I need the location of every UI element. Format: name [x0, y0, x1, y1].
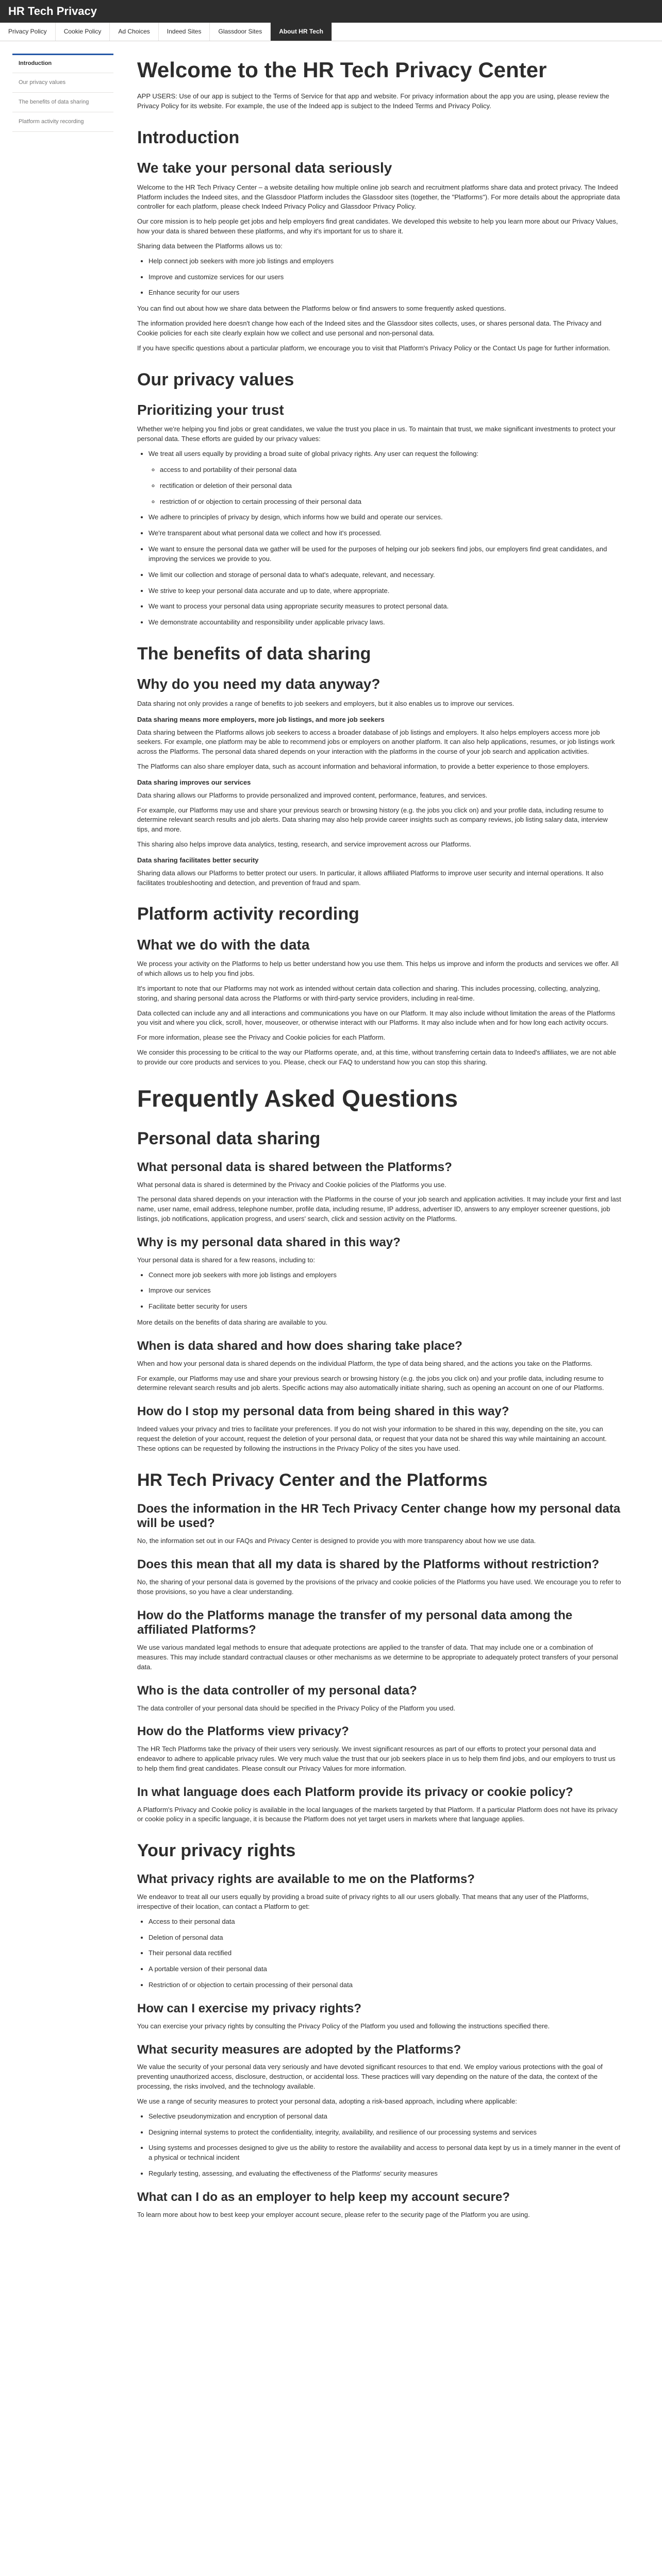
faq-platforms-heading: HR Tech Privacy Center and the Platforms	[137, 1470, 488, 1490]
faq-sharing-heading: Personal data sharing	[137, 1128, 321, 1148]
paragraph: The personal data shared depends on your interaction with the Platforms in the course of your job search and application activities. It may include your first and last name, user name, email address, telephone number, profile data, including resume, IP address, advertiser ID, answers to any employer screener questions, job listings, job notifications, application progress, and users' search, click and session activity on the Platforms.	[137, 1195, 621, 1223]
tab-indeed-sites[interactable]: Indeed Sites	[159, 23, 210, 41]
tab-about-hr-tech[interactable]: About HR Tech	[271, 23, 332, 41]
list-item: • Deletion of personal data	[148, 1933, 622, 1943]
sidebar-item-activity-recording[interactable]: Platform activity recording	[12, 112, 113, 132]
paragraph: To learn more about how to best keep your employer account secure, please refer to the security page of the Platform you are using.	[137, 2210, 530, 2218]
app-users-note: APP USERS: Use of our app is subject to the Terms of Service for that app and website. For privacy information about the app you are using, please review the Privacy Policy for its website. For example, the use of the Indeed app is subject to the Indeed Terms and Privacy Policy.	[137, 92, 609, 110]
paragraph: Your personal data is shared for a few reasons, including to:	[137, 1256, 315, 1264]
paragraph: Whether we're helping you find jobs or great candidates, we value the trust you place in us. To maintain that trust, we make significant investments to protect your personal data. These efforts are guided by our privacy values:	[137, 425, 616, 443]
faq-question: What security measures are adopted by the Platforms?	[137, 2042, 461, 2057]
tab-ad-choices[interactable]: Ad Choices	[110, 23, 158, 41]
faq-question: When is data shared and how does sharing take place?	[137, 1338, 462, 1353]
list-item: • Improve and customize services for our users	[148, 273, 622, 282]
sidebar-item-introduction[interactable]: Introduction	[12, 54, 113, 73]
list-item: • We want to ensure the personal data we gather will be used for the purposes of helping our job seekers find jobs, our employers find great candidates, and improving the services we provide to you.	[148, 545, 622, 564]
introduction-heading: Introduction	[137, 127, 240, 147]
faq-question: Who is the data controller of my personal data?	[137, 1683, 417, 1698]
list-item: • Access to their personal data	[148, 1917, 622, 1927]
list-item: • Their personal data rectified	[148, 1948, 622, 1958]
paragraph: We use a range of security measures to protect your personal data, adopting a risk-based approach, including where applicable:	[137, 2097, 517, 2105]
paragraph: It's important to note that our Platforms may not work as intended without certain data collection and sharing. This includes processing, collecting, analyzing, storing, and sharing personal data across the Platforms or with third-party service providers, including in real-time.	[137, 984, 600, 1002]
section-label: Data sharing improves our services	[137, 778, 251, 786]
paragraph: What personal data is shared is determined by the Privacy and Cookie policies of the Platforms you use.	[137, 1180, 446, 1189]
list-item: • Help connect job seekers with more job listings and employers	[148, 257, 622, 266]
paragraph: No, the information set out in our FAQs and Privacy Center is designed to provide you with more transparency about how we use data.	[137, 1537, 536, 1545]
faq-question: Does this mean that all my data is shared by the Platforms without restriction?	[137, 1557, 600, 1572]
paragraph: When and how your personal data is shared depends on the individual Platform, the type of data being shared, and the actions you take on the Platforms.	[137, 1359, 593, 1367]
app-title: HR Tech Privacy	[8, 5, 97, 18]
section-label: Data sharing means more employers, more job listings, and more job seekers	[137, 715, 385, 723]
list-item: • Connect more job seekers with more job listings and employers	[148, 1270, 622, 1280]
paragraph: We value the security of your personal data very seriously and have devoted significant resources to that end. We employ various protections with the goal of preventing unauthorized access, disclosure, destruction, or accidental loss. These practices will vary depending on the nature of the data, the context of the processing, the risks involved, and the technology available.	[137, 2063, 603, 2091]
list-item: • We treat all users equally by providing a broad suite of global privacy rights. Any user can request the following:	[148, 449, 622, 459]
benefits-list	[148, 257, 622, 298]
list-item: ◦ rectification or deletion of their personal data	[160, 481, 622, 491]
list-item: • Regularly testing, assessing, and evaluating the effectiveness of the Platforms' security measures	[148, 2169, 622, 2179]
reasons-list	[148, 1270, 622, 1312]
paragraph: You can exercise your privacy rights by consulting the Privacy Policy of the Platform you used and following the instructions specified there.	[137, 2022, 550, 2030]
list-item: • Improve our services	[148, 1286, 622, 1296]
list-item: • Using systems and processes designed to give us the ability to restore the availability and access to personal data kept by us in a timely manner in the event of a physical or technical incident	[148, 2143, 622, 2163]
paragraph: For example, our Platforms may use and share your previous search or browsing history (e.g. the jobs you click on) and your profile data, including resume to determine relevant search results and job alerts. Data sharing may also help provide career insights such as company reviews, job listing salary data, interview tips, and more.	[137, 806, 608, 834]
faq-question: In what language does each Platform provide its privacy or cookie policy?	[137, 1785, 573, 1799]
faq-question: What privacy rights are available to me on the Platforms?	[137, 1872, 475, 1887]
benefits-subheading: Why do you need my data anyway?	[137, 676, 380, 692]
values-heading: Our privacy values	[137, 369, 294, 389]
rights-sublist	[160, 465, 622, 507]
tab-glassdoor-sites[interactable]: Glassdoor Sites	[210, 23, 271, 41]
paragraph: The HR Tech Platforms take the privacy of their users very seriously. We invest significant resources as part of our efforts to protect your personal data and endeavor to adhere to applicable privacy rules. We very much value the trust that our job seekers place in us to help them find jobs, and our employers to trust us to help them find great candidates. Please consult our Privacy Values for more information.	[137, 1745, 616, 1772]
faq-question: Does the information in the HR Tech Privacy Center change how my personal data will be used?	[137, 1501, 621, 1531]
list-item: • We're transparent about what personal data we collect and how it's processed.	[148, 529, 622, 538]
faq-question: What personal data is shared between the Platforms?	[137, 1160, 452, 1174]
paragraph: You can find out about how we share data between the Platforms below or find answers to some frequently asked questions.	[137, 304, 506, 313]
paragraph: A Platform's Privacy and Cookie policy is available in the local languages of the markets targeted by that Platform. If a particular Platform does not have its privacy or cookie policy in a specific language, it is because the Platform does not yet target users in markets where that language applies.	[137, 1805, 618, 1823]
paragraph: We endeavor to treat all our users equally by providing a broad suite of privacy rights to all our users globally. That means that any user of the Platforms, irrespective of their location, can contact a Platform to get:	[137, 1893, 589, 1910]
paragraph: Welcome to the HR Tech Privacy Center – a website detailing how multiple online job search and recruitment platforms share data and protect privacy. The Indeed Platform includes the Indeed sites, and the Glassdoor Platform includes the Glassdoor sites (together, the "Platforms"). For more details about the appropriate data controller for each platform, please check Indeed Privacy Policy and Glassdoor Privacy Policy.	[137, 183, 620, 211]
list-item: • We limit our collection and storage of personal data to what's adequate, relevant, and necessary.	[148, 570, 622, 580]
list-item: • Selective pseudonymization and encryption of personal data	[148, 2112, 622, 2122]
tab-cookie-policy[interactable]: Cookie Policy	[56, 23, 110, 41]
top-bar	[0, 0, 662, 23]
values-subheading: Prioritizing your trust	[137, 401, 284, 418]
sidebar-item-privacy-values[interactable]: Our privacy values	[12, 73, 113, 93]
rights-list	[148, 1917, 622, 1990]
faq-title: Frequently Asked Questions	[137, 1084, 458, 1112]
introduction-subheading: We take your personal data seriously	[137, 160, 392, 176]
page-layout	[0, 41, 662, 2225]
list-item: • A portable version of their personal data	[148, 1964, 622, 1974]
faq-question: Why is my personal data shared in this way?	[137, 1235, 401, 1249]
faq-question: What can I do as an employer to help keep my account secure?	[137, 2190, 510, 2205]
list-item: • We want to process your personal data using appropriate security measures to protect personal data.	[148, 602, 622, 612]
recording-heading: Platform activity recording	[137, 904, 359, 924]
paragraph: More details on the benefits of data sharing are available to you.	[137, 1318, 328, 1327]
paragraph: The information provided here doesn't change how each of the Indeed sites and the Glassdoor sites collects, uses, or shares personal data. The Privacy and Cookie policies for each site clearly explain how we collect and use personal and non-personal data.	[137, 319, 602, 337]
paragraph: We use various mandated legal methods to ensure that adequate protections are applied to the transfer of data. That may include one or a combination of measures. This may include standard contractual clauses or other mechanisms as we determine to be appropriate to adequately protect transfers of your personal data.	[137, 1643, 618, 1671]
paragraph: Data collected can include any and all interactions and communications you have on our Platform. It may also include without limitation the areas of the Platforms you visit and where you click, scroll, hover, mouseover, or otherwise interact with our Platforms. It may also include when and for how long each activity occurs.	[137, 1009, 616, 1027]
list-item: • Enhance security for our users	[148, 288, 622, 298]
paragraph: We consider this processing to be critical to the way our Platforms operate, and, at this time, without transferring certain data to Indeed's affiliates, we are not able to provide our core products and services to you. Please, check our FAQ to understand how you can stop this sharing.	[137, 1048, 617, 1066]
list-item: • Restriction of or objection to certain processing of their personal data	[148, 1980, 622, 1990]
faq-question: How do the Platforms view privacy?	[137, 1724, 349, 1739]
sidebar-item-data-sharing[interactable]: The benefits of data sharing	[12, 93, 113, 112]
paragraph: The Platforms can also share employer data, such as account information and behavioral information, to provide a better experience to those employers.	[137, 762, 590, 771]
faq-question: How do I stop my personal data from being shared in this way?	[137, 1404, 509, 1419]
paragraph: We process your activity on the Platforms to help us better understand how you use them. This helps us improve and inform the products and services we offer. All of which allows us to help you find jobs.	[137, 960, 619, 978]
paragraph: For example, our Platforms may use and share your previous search or browsing history (e.g. the jobs you click on) and your profile data, including resume to determine relevant search results and job alerts. Specific actions may also automatically initiate sharing, such as opening an account on one of our Platforms.	[137, 1374, 604, 1392]
list-item: • Facilitate better security for users	[148, 1302, 622, 1312]
values-list	[148, 449, 622, 628]
paragraph: Sharing data allows our Platforms to better protect our users. In particular, it allows affiliated Platforms to improve user security and internal operations. It also facilitates troubleshooting and detection, and prevention of fraud and spam.	[137, 869, 604, 887]
faq-question: How can I exercise my privacy rights?	[137, 2001, 361, 2015]
main-content	[137, 54, 622, 2225]
paragraph: For more information, please see the Privacy and Cookie policies for each Platform.	[137, 1033, 386, 1042]
list-item: • We strive to keep your personal data accurate and up to date, where appropriate.	[148, 586, 622, 596]
list-item: • We adhere to principles of privacy by design, which informs how we build and operate our services.	[148, 513, 622, 522]
recording-subheading: What we do with the data	[137, 936, 310, 953]
paragraph: This sharing also helps improve data analytics, testing, research, and service improvement across our Platforms.	[137, 840, 472, 849]
sidebar	[12, 54, 113, 2225]
paragraph: No, the sharing of your personal data is governed by the provisions of the privacy and cookie policies of the Platforms you have used. We encourage you to refer to those provisions, so you have a clear understanding.	[137, 1578, 621, 1596]
paragraph: Data sharing not only provides a range of benefits to job seekers and employers, but it also enables us to improve our services.	[137, 699, 515, 707]
faq-rights-heading: Your privacy rights	[137, 1841, 296, 1861]
nav-tabs	[0, 23, 662, 41]
paragraph: Indeed values your privacy and tries to facilitate your preferences. If you do not wish your information to be shared in this way, depending on the site, you can request the deletion of your account, request the deletion of your personal data, or request that your data not be shared this way while maintaining an account. These options can be requested by following the instructions in the Privacy Policy of the sites you have used.	[137, 1425, 607, 1452]
paragraph: If you have specific questions about a particular platform, we encourage you to visit that Platform's Privacy Policy or the Contact Us page for further information.	[137, 344, 610, 352]
list-item: ◦ restriction of or objection to certain processing of their personal data	[160, 497, 622, 507]
security-list	[148, 2112, 622, 2179]
faq-question: How do the Platforms manage the transfer of my personal data among the affiliated Platforms?	[137, 1608, 573, 1637]
paragraph: Sharing data between the Platforms allows us to:	[137, 242, 283, 250]
list-item: • We demonstrate accountability and responsibility under applicable privacy laws.	[148, 618, 622, 628]
tab-privacy-policy[interactable]: Privacy Policy	[0, 23, 56, 41]
paragraph: Data sharing allows our Platforms to provide personalized and improved content, performance, features, and services.	[137, 791, 488, 799]
paragraph: Our core mission is to help people get jobs and help employers find great candidates. We developed this website to help you learn more about our Privacy Values, how your data is shared between these platforms, and why it's important for us to share it.	[137, 217, 618, 235]
paragraph: The data controller of your personal data should be specified in the Privacy Policy of the Platform you used.	[137, 1704, 456, 1712]
page-title: Welcome to the HR Tech Privacy Center	[137, 58, 547, 82]
list-item: • Designing internal systems to protect the confidentiality, integrity, availability, and resilience of our processing systems and services	[148, 2128, 622, 2138]
section-label: Data sharing facilitates better security	[137, 856, 259, 864]
paragraph: Data sharing between the Platforms allows job seekers to access a broader database of job listings and employers. It also helps employers access more job seekers. For example, one platform may be able to recommend jobs or employers on another platform. It can also help applications, resumes, or job listings work across the Platforms. The personal data shared depends on your interaction with the platforms in the course of your job search and application activities.	[137, 728, 615, 756]
benefits-heading: The benefits of data sharing	[137, 644, 371, 664]
list-item: ◦ access to and portability of their personal data	[160, 465, 622, 475]
